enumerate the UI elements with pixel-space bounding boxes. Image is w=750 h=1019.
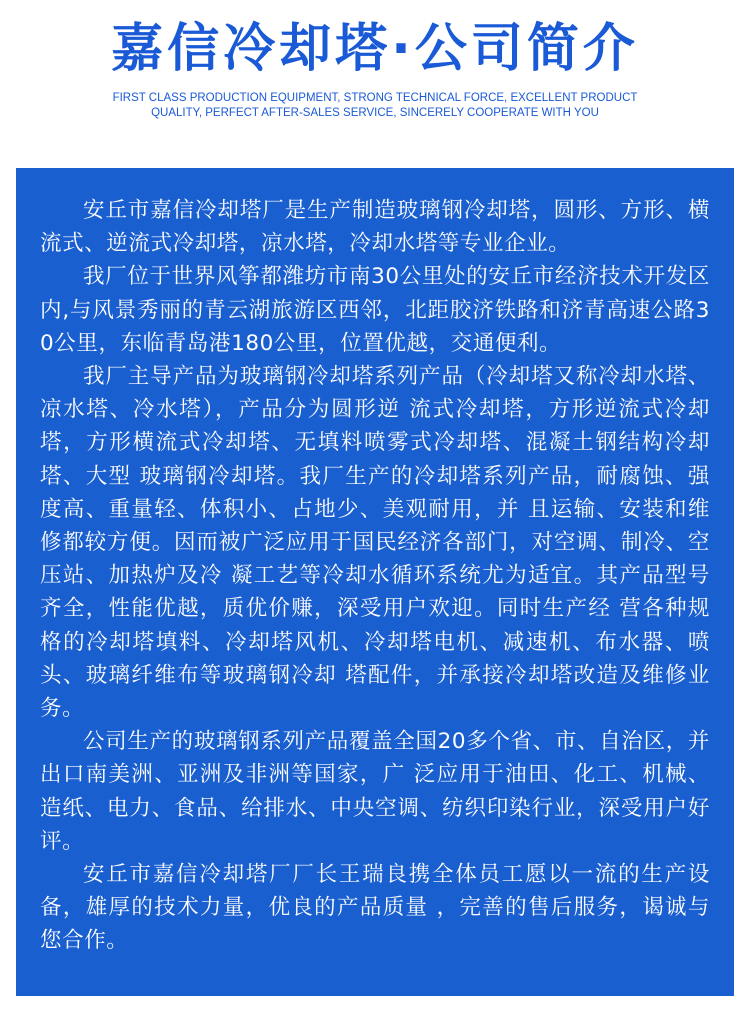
intro-paragraph-2: 我厂位于世界风筝都潍坊市南30公里处的安丘市经济技术开发区内,与风景秀丽的青云湖旅游区西邻，北距胶济铁路和济青高速公路30公里，东临青岛港180公里，位置优越，交通便利。: [40, 264, 710, 356]
page-title: 嘉信冷却塔·公司简介: [111, 19, 639, 79]
subtitle-line-2: QUALITY, PERFECT AFTER-SALES SERVICE, SINCERELY COOPERATE WITH YOU: [151, 107, 599, 119]
intro-paragraph-3: 我厂主导产品为玻璃钢冷却塔系列产品（冷却塔又称冷却水塔、凉水塔、冷水塔），产品分为圆形逆 流式冷却塔，方形逆流式冷却塔，方形横流式冷却塔、无填料喷雾式冷却塔、混凝土钢结构冷却塔、大型 玻璃钢冷却塔。我厂生产的冷却塔系列产品，耐腐蚀、强度高、重量轻、体积小、占地少、美观耐用，并 且运输、安装和维修都较方便。因而被广泛应用于国民经济各部门，对空调、制冷、空压站、加热炉及冷 凝工艺等冷却水循环系统尤为适宜。其产品型号齐全，性能优越，质优价赚，深受用户欢迎。同时生产经 营各种规格的冷却塔填料、冷却塔风机、冷却塔电机、减速机、布水器、喷头、玻璃纤维布等玻璃钢冷却 塔配件，并承接冷却塔改造及维修业务。: [40, 364, 710, 722]
company-intro-panel: [16, 168, 734, 996]
intro-paragraph-5: 安丘市嘉信冷却塔厂厂长王瑞良携全体员工愿以一流的生产设备，雄厚的技术力量，优良的产品质量 ，完善的售后服务，谒诚与您合作。: [40, 862, 710, 954]
intro-paragraph-4: 公司生产的玻璃钢系列产品覆盖全国20多个省、市、自治区，并出口南美洲、亚洲及非洲等国家，广 泛应用于油田、化工、机械、造纸、电力、食品、给排水、中央空调、纺织印染行业，深受用户好评。: [40, 729, 710, 854]
intro-paragraph-1: 安丘市嘉信冷却塔厂是生产制造玻璃钢冷却塔，圆形、方形、横流式、逆流式冷却塔，凉水塔，冷却水塔等专业企业。: [40, 198, 710, 257]
page-subtitle: [0, 91, 750, 121]
subtitle-line-1: FIRST CLASS PRODUCTION EQUIPMENT, STRONG TECHNICAL FORCE, EXCELLENT PRODUCT: [112, 92, 638, 104]
